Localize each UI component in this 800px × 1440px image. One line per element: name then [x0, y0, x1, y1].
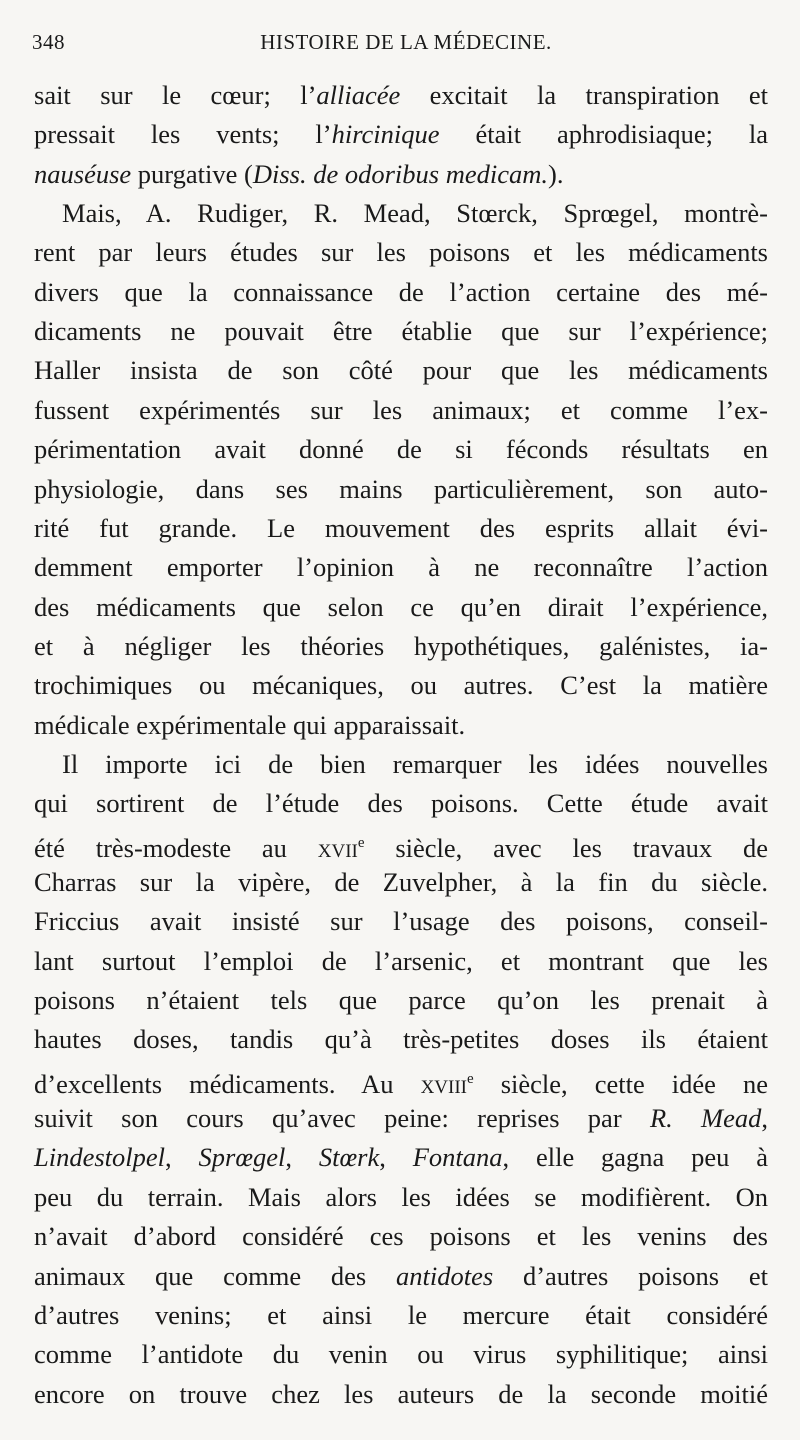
italic-text: Sprœgel	[198, 1142, 286, 1173]
text-segment: ,	[165, 1142, 199, 1173]
text-line	[34, 1216, 768, 1256]
text-segment: d’autres venins; et ainsi le mercure était considéré	[34, 1299, 768, 1330]
text-line	[34, 75, 768, 115]
text-segment: ,	[285, 1142, 319, 1173]
text-line	[34, 1177, 768, 1217]
italic-text: alliacée	[316, 80, 401, 110]
text-segment: rité fut grande. Le mouvement des esprits allait évi-	[34, 512, 768, 543]
text-segment: était aphrodisiaque; la	[439, 119, 769, 150]
text-line	[34, 1137, 768, 1177]
italic-text: Lindestolpel	[34, 1142, 166, 1173]
text-segment: xviii	[420, 1068, 467, 1099]
text-segment: ).	[548, 158, 564, 189]
text-segment: pressait les vents; l’	[34, 119, 332, 150]
text-segment: excitait la transpiration et	[400, 80, 768, 110]
text-segment: e	[357, 834, 365, 851]
italic-text: hircinique	[331, 119, 440, 150]
text-segment: lant surtout l’emploi de l’arsenic, et montrant que les	[34, 945, 768, 976]
text-segment: e	[467, 1070, 474, 1087]
text-line	[34, 469, 768, 509]
italic-text: R. Mead	[649, 1103, 762, 1134]
italic-text: Diss. de odoribus medicam.	[252, 158, 548, 189]
text-segment: encore on trouve chez les auteurs de la seconde moitié	[34, 1378, 768, 1409]
running-title: HISTOIRE DE LA MÉDECINE.	[260, 30, 552, 54]
text-segment: des médicaments que selon ce qu’en dirait l’expérience,	[34, 591, 768, 622]
text-segment: hautes doses, tandis qu’à très-petites doses ils étaient	[34, 1024, 768, 1055]
text-line	[34, 232, 768, 272]
text-line	[34, 901, 768, 941]
text-line	[34, 1098, 768, 1138]
text-segment: physiologie, dans ses mains particulièrement, son auto-	[34, 473, 768, 504]
text-line	[34, 154, 768, 194]
text-segment: purgative (	[131, 158, 253, 189]
text-line	[34, 783, 768, 823]
text-line	[34, 941, 768, 981]
text-line	[34, 429, 768, 469]
text-segment: siècle, cette idée ne	[473, 1068, 769, 1099]
text-line	[34, 665, 768, 705]
text-line	[34, 547, 768, 587]
text-segment: médicale expérimentale qui apparaissait.	[34, 709, 466, 740]
text-segment: rent par leurs études sur les poisons et les médicaments	[34, 237, 768, 268]
page-number: 348	[32, 30, 65, 54]
text-segment: Haller insista de son côté pour que les médicaments	[34, 355, 768, 386]
text-line	[34, 862, 768, 902]
text-segment: comme l’antidote du venin ou virus syphilitique; ainsi	[34, 1339, 768, 1370]
text-segment: été très-modeste au	[34, 832, 318, 863]
text-line	[34, 587, 768, 627]
text-segment: qui sortirent de l’étude des poisons. Cette étude avait	[34, 788, 768, 819]
text-segment: , elle gagna peu à	[502, 1142, 769, 1173]
text-line	[34, 350, 768, 390]
text-line	[34, 1256, 768, 1296]
text-line	[34, 114, 768, 154]
text-segment: ,	[761, 1103, 768, 1134]
text-segment: d’autres poisons et	[493, 1260, 768, 1291]
text-segment: demment emporter l’opinion à ne reconnaître l’action	[34, 552, 768, 583]
text-segment: n’avait d’abord considéré ces poisons et les venins des	[34, 1221, 768, 1252]
text-line	[34, 272, 768, 312]
text-line	[34, 1334, 768, 1374]
text-segment: dicaments ne pouvait être établie que sur l’expérience;	[34, 316, 768, 347]
text-segment: suivit son cours qu’avec peine: reprises par	[34, 1103, 650, 1134]
text-segment: Friccius avait insisté sur l’usage des poisons, conseil-	[34, 906, 768, 937]
text-line	[34, 980, 768, 1020]
text-line	[34, 823, 768, 863]
text-segment: divers que la connaissance de l’action certaine des mé-	[34, 276, 768, 307]
text-line	[34, 744, 768, 784]
text-line	[34, 311, 768, 351]
italic-text: nauséuse	[34, 158, 132, 189]
text-segment: xvii	[317, 832, 358, 863]
text-segment: peu du terrain. Mais alors les idées se modifièrent. On	[34, 1181, 768, 1212]
text-line	[34, 1059, 768, 1099]
text-segment: poisons n’étaient tels que parce qu’on les prenait à	[34, 985, 768, 1016]
text-segment: Charras sur la vipère, de Zuvelpher, à la fin du siècle.	[34, 867, 768, 897]
text-line	[34, 193, 768, 233]
italic-text: Fontana	[412, 1142, 503, 1173]
text-segment: trochimiques ou mécaniques, ou autres. C’est la matière	[34, 670, 768, 701]
text-segment: d’excellents médicaments. Au	[34, 1068, 421, 1099]
text-segment: périmentation avait donné de si féconds résultats en	[34, 434, 768, 465]
text-line	[34, 705, 768, 745]
italic-text: Stœrk	[318, 1142, 380, 1173]
text-line	[34, 1295, 768, 1335]
text-line	[34, 1374, 768, 1414]
text-segment: fussent expérimentés sur les animaux; et comme l’ex-	[34, 394, 768, 425]
text-segment: animaux que comme des	[34, 1260, 396, 1291]
page-header	[32, 30, 760, 70]
text-segment: Il importe ici de bien remarquer les idées nouvelles	[62, 748, 768, 779]
text-line	[34, 390, 768, 430]
text-line	[34, 626, 768, 666]
text-line	[34, 508, 768, 548]
text-line	[34, 1019, 768, 1059]
text-segment: Mais, A. Rudiger, R. Mead, Stœrck, Sprœgel, montrè-	[62, 198, 768, 229]
text-segment: et à négliger les théories hypothétiques, galénistes, ia-	[34, 630, 768, 661]
text-segment: sait sur le cœur; l’	[34, 80, 317, 110]
text-segment: ,	[379, 1142, 413, 1173]
italic-text: antidotes	[396, 1260, 494, 1291]
text-segment: siècle, avec les travaux de	[364, 832, 768, 863]
